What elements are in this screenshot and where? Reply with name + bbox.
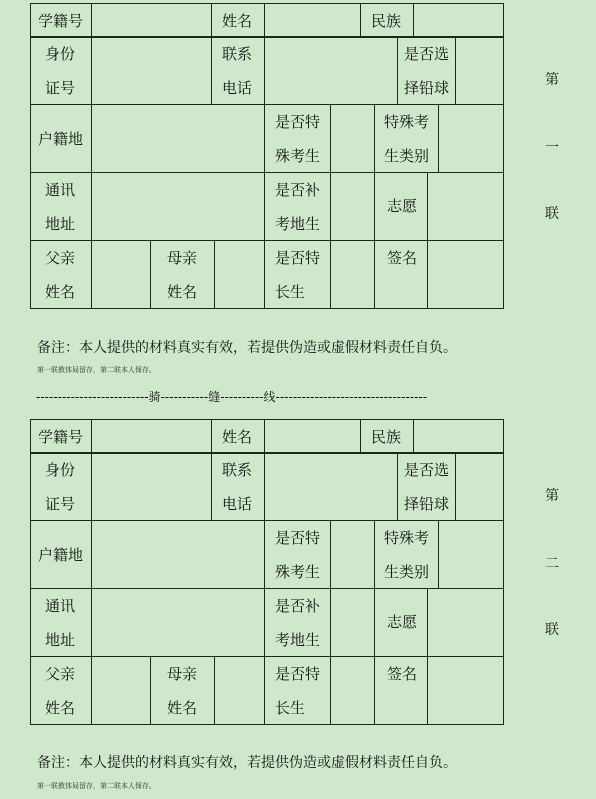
label-special-type: 特殊考 生类别 [374, 105, 438, 172]
label-name: 姓名 [211, 4, 264, 37]
field-shot-put[interactable] [455, 453, 503, 520]
label-shot-put: 是否选 择铅球 [397, 453, 455, 520]
label-phone: 联系 电话 [211, 37, 264, 104]
label-makeup-exam: 是否补 考地生 [264, 589, 330, 656]
label-father-name: 父亲 姓名 [45, 249, 76, 301]
label-household: 户籍地 [38, 546, 84, 564]
label-student-id: 学籍号 [38, 12, 84, 30]
label-signature: 签名 [374, 657, 427, 724]
field-name[interactable] [264, 420, 360, 453]
field-special-type[interactable] [438, 521, 503, 588]
field-ethnicity[interactable] [413, 420, 503, 453]
field-shot-put[interactable] [455, 37, 503, 104]
field-id-number[interactable] [91, 453, 211, 520]
row-student-info [30, 3, 504, 38]
row-household [30, 104, 504, 173]
label-address: 通讯 地址 [45, 597, 76, 649]
row-household [30, 520, 504, 589]
retention-note: 第一联教体局留存，第二联本人保存。 [37, 366, 156, 374]
row-parents [30, 240, 504, 309]
label-student-id: 学籍号 [38, 428, 84, 446]
field-specialty[interactable] [330, 657, 374, 724]
field-name[interactable] [264, 4, 360, 37]
label-makeup-exam: 是否补 考地生 [264, 173, 330, 240]
label-volunteer: 志愿 [374, 589, 427, 656]
field-household[interactable] [91, 521, 264, 588]
field-volunteer[interactable] [427, 173, 503, 240]
label-special-type: 特殊考 生类别 [374, 521, 438, 588]
row-id-phone [30, 36, 504, 105]
label-mother-name: 母亲 姓名 [150, 241, 214, 308]
label-volunteer: 志愿 [374, 173, 427, 240]
retention-note: 第一联教体局留存，第二联本人保存。 [37, 782, 156, 790]
label-specialty: 是否特 长生 [264, 241, 330, 308]
field-specialty[interactable] [330, 241, 374, 308]
field-signature[interactable] [427, 657, 503, 724]
copy-label-char-1: 第 [545, 72, 559, 88]
field-phone[interactable] [264, 453, 397, 520]
copy-label-char-2: 二 [545, 556, 559, 572]
label-father-name: 父亲 姓名 [45, 665, 76, 717]
field-volunteer[interactable] [427, 589, 503, 656]
label-id-number: 身份 证号 [45, 45, 76, 97]
field-special-type[interactable] [438, 105, 503, 172]
field-special-exam[interactable] [330, 521, 374, 588]
row-parents [30, 656, 504, 725]
label-address: 通讯 地址 [45, 181, 76, 233]
row-id-phone [30, 452, 504, 521]
label-household: 户籍地 [38, 130, 84, 148]
copy-label-char-3: 联 [545, 622, 559, 638]
label-id-number: 身份 证号 [45, 461, 76, 513]
label-signature: 签名 [374, 241, 427, 308]
field-address[interactable] [91, 589, 264, 656]
disclaimer-note: 备注：本人提供的材料真实有效，若提供伪造或虚假材料责任自负。 [37, 755, 457, 771]
field-ethnicity[interactable] [413, 4, 503, 37]
perforation-line: --------------------------骑-----------缝----------线----------------------------------- [36, 390, 428, 404]
row-address [30, 172, 504, 241]
label-phone: 联系 电话 [211, 453, 264, 520]
field-signature[interactable] [427, 241, 503, 308]
copy-label-char-3: 联 [545, 206, 559, 222]
field-special-exam[interactable] [330, 105, 374, 172]
copy-label-char-1: 第 [545, 488, 559, 504]
field-household[interactable] [91, 105, 264, 172]
field-student-id[interactable] [91, 420, 211, 453]
field-student-id[interactable] [91, 4, 211, 37]
field-father-name[interactable] [91, 657, 150, 724]
label-ethnicity: 民族 [360, 420, 413, 453]
field-makeup-exam[interactable] [330, 173, 374, 240]
field-address[interactable] [91, 173, 264, 240]
row-student-info [30, 419, 504, 454]
label-name: 姓名 [211, 420, 264, 453]
field-makeup-exam[interactable] [330, 589, 374, 656]
copy-label-char-2: 一 [545, 140, 559, 156]
label-specialty: 是否特 长生 [264, 657, 330, 724]
label-shot-put: 是否选 择铅球 [397, 37, 455, 104]
field-id-number[interactable] [91, 37, 211, 104]
label-special-exam: 是否特 殊考生 [264, 105, 330, 172]
row-address [30, 588, 504, 657]
field-mother-name[interactable] [214, 657, 264, 724]
field-father-name[interactable] [91, 241, 150, 308]
label-mother-name: 母亲 姓名 [150, 657, 214, 724]
label-special-exam: 是否特 殊考生 [264, 521, 330, 588]
field-phone[interactable] [264, 37, 397, 104]
disclaimer-note: 备注：本人提供的材料真实有效，若提供伪造或虚假材料责任自负。 [37, 340, 457, 356]
label-ethnicity: 民族 [360, 4, 413, 37]
field-mother-name[interactable] [214, 241, 264, 308]
